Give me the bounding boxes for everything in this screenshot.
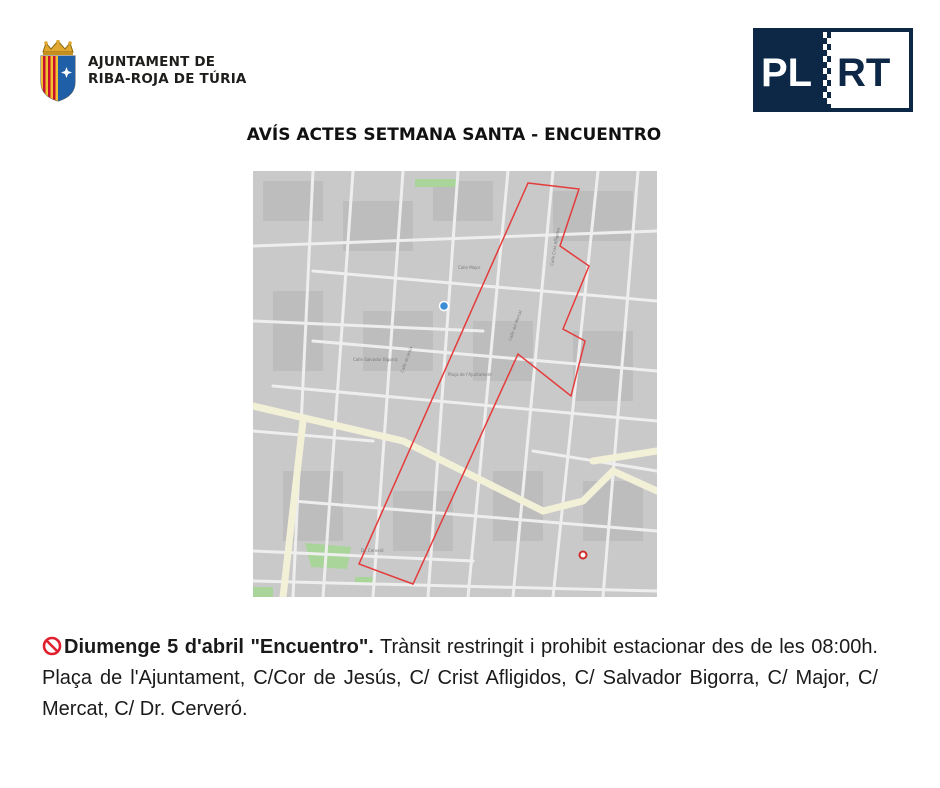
police-logo-right-text: RT bbox=[837, 51, 891, 95]
municipal-crest-logo bbox=[38, 40, 78, 102]
map-label-jesus: Calle de Jesús bbox=[399, 345, 414, 374]
org-name-line2: RIBA-ROJA DE TÚRIA bbox=[88, 71, 247, 87]
no-entry-icon bbox=[42, 636, 62, 656]
map-label-placa: Plaça de l'Ajuntament bbox=[448, 372, 492, 377]
police-logo-left-text: PL bbox=[761, 51, 813, 95]
local-police-logo bbox=[753, 28, 913, 112]
notice-bold-text: Diumenge 5 d'abril "Encuentro". bbox=[64, 636, 374, 658]
map-label-cervero: Dr. Cerveró bbox=[361, 548, 384, 553]
notice-title: AVÍS ACTES SETMANA SANTA - ENCUENTRO bbox=[246, 125, 662, 145]
map-label-bigorra: Calle Salvador Bigorra bbox=[353, 357, 398, 362]
notice-paragraph bbox=[42, 632, 878, 725]
map-label-major: Calle Major bbox=[458, 265, 481, 270]
notice-body-text: Trànsit restringit i prohibit estacionar des de les 08:00h. Plaça de l'Ajuntament, C/Cor de Jesús, C/ Crist Afligidos, C/ Salvador Bigorra, C/ Major, C/ Mercat, C/ Dr. Cerveró. bbox=[42, 636, 878, 720]
organization-name bbox=[88, 54, 247, 88]
street-map bbox=[253, 171, 657, 597]
map-label-mercat: Calle del Mercat bbox=[507, 309, 523, 342]
map-label-afligidos: Calle Crist Afligidos bbox=[549, 227, 561, 267]
org-name-line1: AJUNTAMENT DE bbox=[88, 54, 216, 70]
